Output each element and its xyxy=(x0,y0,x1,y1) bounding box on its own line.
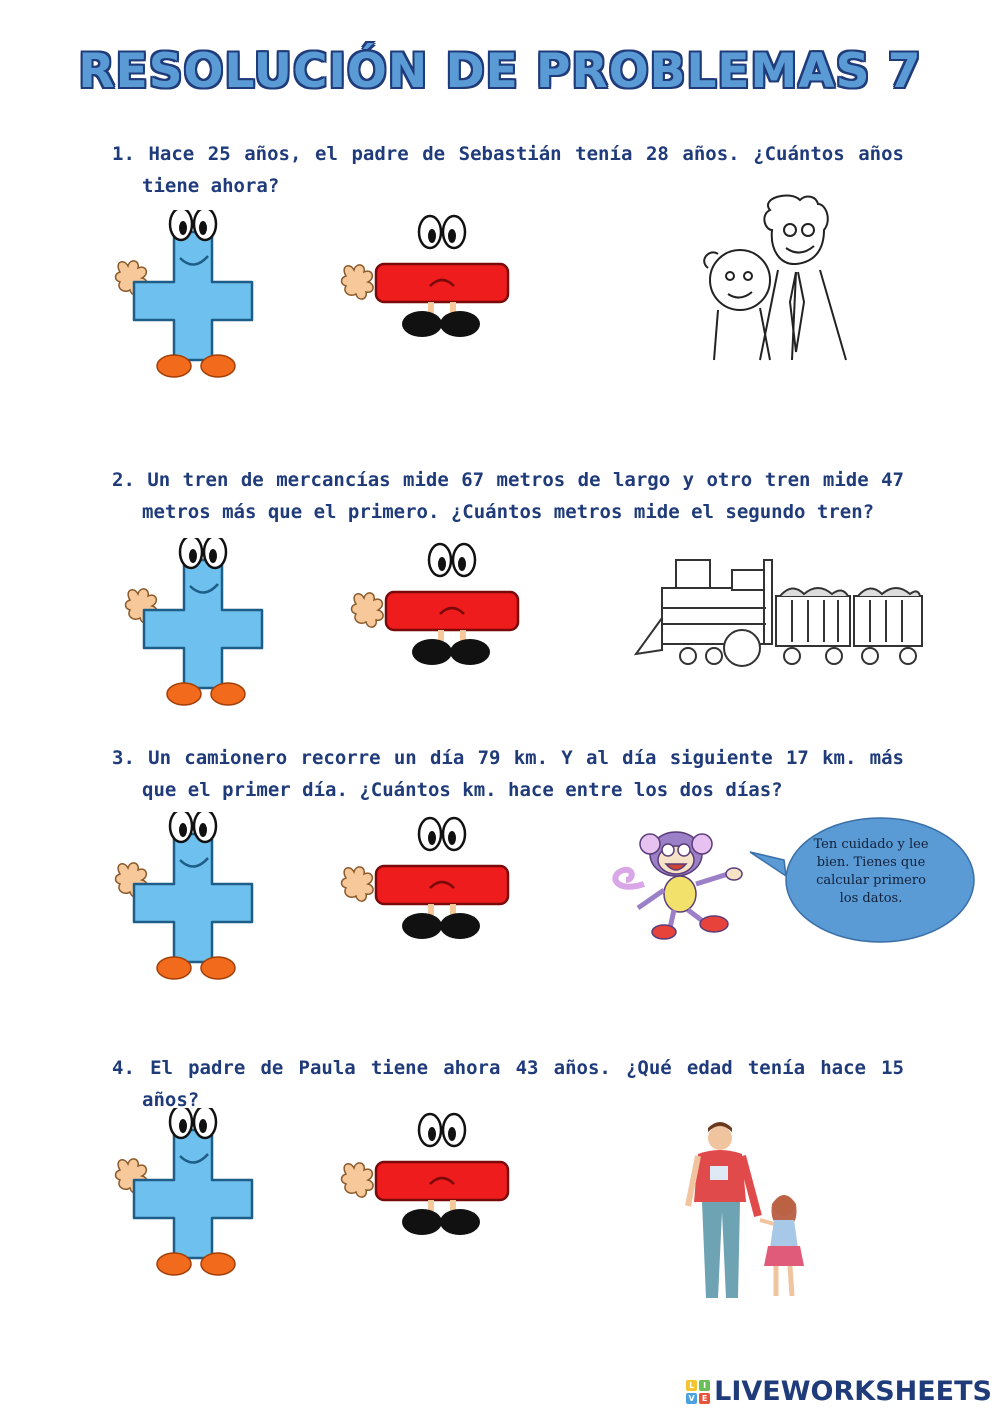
problem-2-text: Un tren de mercancías mide 67 metros de largo y otro tren mide 47 metros más que el primero. ¿Cuántos metros mide el segundo tren? xyxy=(142,469,904,523)
father-son-illustration xyxy=(700,190,860,370)
page-title: RESOLUCIÓN DE PROBLEMAS 7 xyxy=(78,44,922,99)
problem-3-text: Un camionero recorre un día 79 km. Y al día siguiente 17 km. más que el primer día. ¿Cuántos km. hace entre los dos días? xyxy=(142,747,904,801)
minus-character-3 xyxy=(340,816,560,956)
problem-3 xyxy=(112,742,904,806)
brand-name: LIVEWORKSHEETS xyxy=(714,1376,992,1407)
problem-1-number: 1. xyxy=(112,143,135,165)
logo-letter-3: V xyxy=(686,1393,697,1404)
logo-letter-4: E xyxy=(699,1393,710,1404)
father-daughter-illustration xyxy=(680,1120,820,1310)
minus-character-1 xyxy=(340,214,560,354)
plus-character-1 xyxy=(108,210,298,380)
problem-4-text: El padre de Paula tiene ahora 43 años. ¿Qué edad tenía hace 15 años? xyxy=(142,1057,904,1111)
monkey-illustration xyxy=(604,824,764,944)
problem-1-text: Hace 25 años, el padre de Sebastián tenía 28 años. ¿Cuántos años tiene ahora? xyxy=(142,143,904,197)
problem-4 xyxy=(112,1052,904,1116)
logo-letter-2: I xyxy=(699,1380,710,1391)
plus-character-2 xyxy=(118,538,308,708)
liveworksheets-logo xyxy=(686,1376,992,1407)
liveworksheets-icon xyxy=(686,1380,710,1404)
problem-4-number: 4. xyxy=(112,1057,135,1079)
logo-letter-1: L xyxy=(686,1380,697,1391)
plus-character-4 xyxy=(108,1108,298,1278)
minus-character-4 xyxy=(340,1112,560,1252)
train-illustration xyxy=(632,552,928,670)
minus-character-2 xyxy=(350,542,570,682)
speech-bubble-text: Ten cuidado y lee bien. Tienes que calcular primero los datos. xyxy=(813,837,929,906)
problem-2 xyxy=(112,464,904,528)
problem-2-number: 2. xyxy=(112,469,135,491)
plus-character-3 xyxy=(108,812,298,982)
problem-3-number: 3. xyxy=(112,747,135,769)
